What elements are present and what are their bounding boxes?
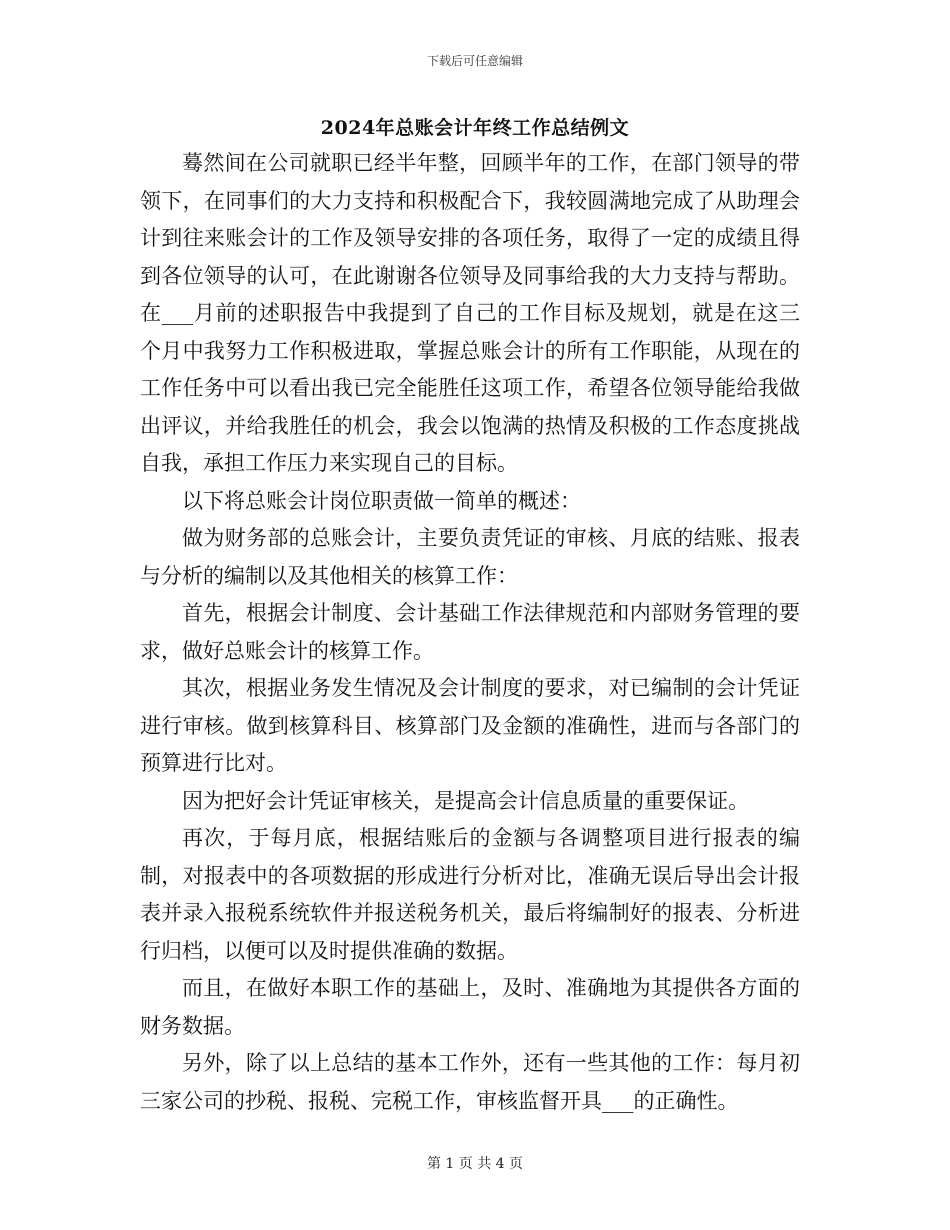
header-note: 下载后可任意编辑 [426,54,523,68]
paragraph: 因为把好会计凭证审核关，是提高会计信息质量的重要保证。 [182,788,749,813]
paragraph: 再次，于每月底，根据结账后的金额与各调整项目进行报表的编制，对报表中的各项数据的形成进行分析对比，准确无误后导出会计报表并录入报税系统软件并报送税务机关，最后将编制好的报表、分析进行归档，以便可以及时提供准确的数据。 [140,826,800,963]
paragraph: 而且，在做好本职工作的基础上，及时、准确地为其提供各方面的财务数据。 [140,976,800,1038]
paragraph: 做为财务部的总账会计，主要负责凭证的审核、月底的结账、报表与分析的编制以及其他相关的核算工作： [140,526,800,588]
paragraph: 另外，除了以上总结的基本工作外，还有一些其他的工作：每月初三家公司的抄税、报税、完税工作，审核监督开具___的正确性。 [140,1051,800,1113]
paragraph: 首先，根据会计制度、会计基础工作法律规范和内部财务管理的要求，做好总账会计的核算工作。 [140,601,800,663]
paragraph: 以下将总账会计岗位职责做一简单的概述： [182,488,581,513]
page-number-footer: 第 1 页 共 4 页 [426,1156,524,1172]
paragraph: 其次，根据业务发生情况及会计制度的要求，对已编制的会计凭证进行审核。做到核算科目、核算部门及金额的准确性，进而与各部门的预算进行比对。 [140,676,800,775]
document-body [140,145,800,1120]
document-title: 2024年总账会计年终工作总结例文 [320,117,630,139]
paragraph: 蓦然间在公司就职已经半年整，回顾半年的工作，在部门领导的带领下，在同事们的大力支持和积极配合下，我较圆满地完成了从助理会计到往来账会计的工作及领导安排的各项任务，取得了一定的成绩且得到各位领导的认可，在此谢谢各位领导及同事给我的大力支持与帮助。在___月前的述职报告中我提到了自己的工作目标及规划，就是在这三个月中我努力工作积极进取，掌握总账会计的所有工作职能，从现在的工作任务中可以看出我已完全能胜任这项工作，希望各位领导能给我做出评议，并给我胜任的机会，我会以饱满的热情及积极的工作态度挑战自我，承担工作压力来实现自己的目标。 [140,151,800,475]
